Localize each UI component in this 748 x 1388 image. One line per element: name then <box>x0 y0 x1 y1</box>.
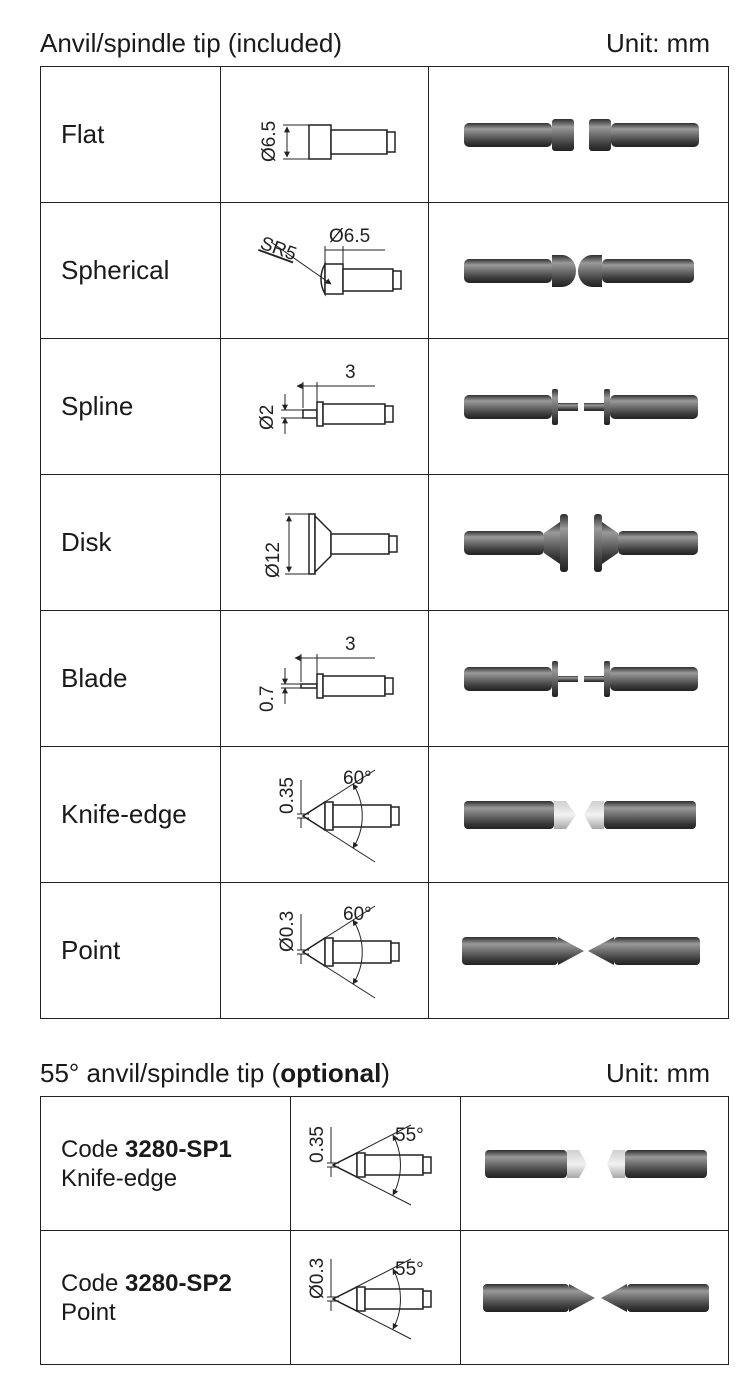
spherical-diameter-label: Ø6.5 <box>328 225 370 247</box>
disk-diameter-label: Ø12 <box>262 541 284 578</box>
photo-disk <box>429 475 729 611</box>
knife-edge-angle-label: 60° <box>342 767 372 789</box>
spherical-dimension-drawing <box>225 206 425 336</box>
table-row <box>41 1231 729 1365</box>
blade-tips-icon <box>434 649 724 709</box>
sp2-angle-label: 55° <box>395 1258 424 1280</box>
drawing-spline <box>221 339 429 475</box>
sp1-dimension-drawing <box>293 1099 458 1229</box>
point-diameter-label: Ø0.3 <box>276 910 298 952</box>
tip-name-point: Point <box>41 883 221 1019</box>
sp1-angle-label: 55° <box>395 1124 424 1146</box>
table-row <box>41 611 729 747</box>
disk-tips-icon <box>434 508 724 578</box>
spline-length-label: 3 <box>344 361 356 383</box>
flat-diameter-label: Ø6.5 <box>258 120 280 162</box>
spherical-tips-icon <box>434 241 724 301</box>
tip-name-knife-edge: Knife-edge <box>41 747 221 883</box>
tip-name-flat: Flat <box>41 67 221 203</box>
table-row <box>41 203 729 339</box>
tip-name-spherical: Spherical <box>41 203 221 339</box>
photo-blade <box>429 611 729 747</box>
photo-spline <box>429 339 729 475</box>
sp2-tips-icon <box>465 1268 725 1328</box>
photo-knife-edge <box>429 747 729 883</box>
drawing-flat <box>221 67 429 203</box>
optional-tip-sp1: Code 3280-SP1 Knife-edge <box>41 1097 291 1231</box>
flat-tips-icon <box>434 105 724 165</box>
photo-point <box>429 883 729 1019</box>
optional-tip-sp2: Code 3280-SP2 Point <box>41 1231 291 1365</box>
sp1-width-label: 0.35 <box>307 1125 328 1163</box>
table-row <box>41 1097 729 1231</box>
spherical-radius-label: SR5 <box>256 232 299 265</box>
disk-dimension-drawing <box>225 478 425 608</box>
optional-tips-table <box>40 1096 729 1365</box>
blade-thickness-label: 0.7 <box>256 685 278 712</box>
drawing-sp1 <box>291 1097 461 1231</box>
optional-title: 55° anvil/spindle tip (optional) <box>40 1058 390 1088</box>
photo-sp1 <box>461 1097 729 1231</box>
table-row <box>41 339 729 475</box>
tip-name-blade: Blade <box>41 611 221 747</box>
included-title: Anvil/spindle tip (included) <box>40 28 343 58</box>
sp1-tips-icon <box>465 1134 725 1194</box>
blade-dimension-drawing <box>225 614 425 744</box>
photo-flat <box>429 67 729 203</box>
optional-unit: Unit: mm <box>606 1058 710 1088</box>
sp2-diameter-label: Ø0.3 <box>307 1257 328 1299</box>
flat-dimension-drawing <box>225 70 425 200</box>
tip-name-disk: Disk <box>41 475 221 611</box>
knife-edge-tips-icon <box>434 785 724 845</box>
table-row <box>41 747 729 883</box>
spline-diameter-label: Ø2 <box>256 404 278 430</box>
drawing-blade <box>221 611 429 747</box>
drawing-knife-edge <box>221 747 429 883</box>
point-tips-icon <box>434 921 724 981</box>
table-row <box>41 67 729 203</box>
included-unit: Unit: mm <box>606 28 710 58</box>
knife-edge-dimension-drawing <box>225 750 425 880</box>
point-angle-label: 60° <box>342 903 372 925</box>
table-row <box>41 883 729 1019</box>
photo-sp2 <box>461 1231 729 1365</box>
blade-length-label: 3 <box>344 633 356 655</box>
drawing-spherical <box>221 203 429 339</box>
table-row <box>41 475 729 611</box>
included-tips-table <box>40 66 729 1019</box>
drawing-sp2 <box>291 1231 461 1365</box>
drawing-disk <box>221 475 429 611</box>
knife-edge-width-label: 0.35 <box>276 776 298 814</box>
spline-tips-icon <box>434 377 724 437</box>
point-dimension-drawing <box>225 886 425 1016</box>
photo-spherical <box>429 203 729 339</box>
spline-dimension-drawing <box>225 342 425 472</box>
drawing-point <box>221 883 429 1019</box>
sp2-dimension-drawing <box>293 1233 458 1363</box>
tip-name-spline: Spline <box>41 339 221 475</box>
